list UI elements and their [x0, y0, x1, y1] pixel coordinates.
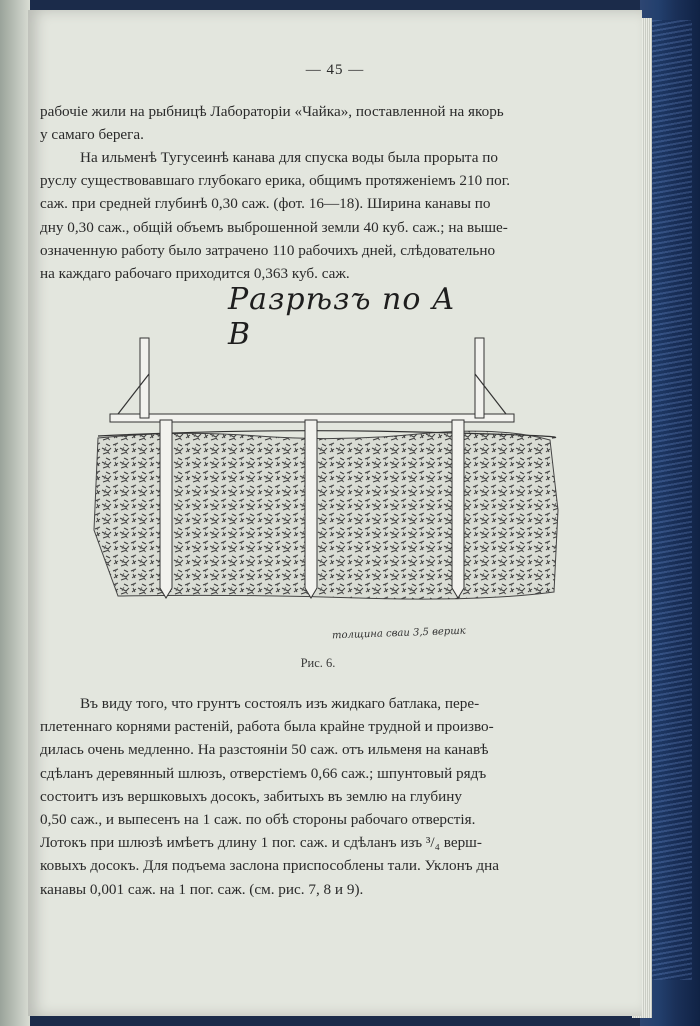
paragraph-2 [40, 146, 600, 285]
text-line: канавы 0,001 саж. на 1 пог. саж. (см. рис. 7, 8 и 9). [40, 880, 364, 898]
text-line: На ильменѣ Тугусеинѣ канава для спуска воды была прорыта по [80, 149, 499, 166]
paragraph-3 [40, 692, 600, 901]
text-line: дилась очень медленно. На разстояніи 50 саж. отъ ильменя на канавѣ [40, 741, 489, 759]
binding-texture [652, 20, 692, 980]
text-line: 0,50 саж., и выпесенъ на 1 саж. по обѣ стороны рабочаго отверстія. [40, 811, 476, 829]
text-line: у самаго берега. [40, 126, 144, 144]
text-line: означенную работу было затрачено 110 рабочихъ дней, слѣдовательно [40, 241, 496, 259]
text-line: состоитъ изъ вершковыхъ досокъ, забитыхъ въ землю на глубину [40, 787, 462, 805]
figure-title: Разрѣзъ по А В [228, 282, 456, 352]
pile-2 [305, 420, 317, 598]
text-line: Лотокъ при шлюзѣ имѣетъ длину 1 пог. саж. и сдѣланъ изъ ³/₄ верш- [40, 834, 482, 852]
text-line: Въ виду того, что грунтъ состоялъ изъ жидкаго батлака, пере- [80, 695, 480, 712]
paragraph-1 [40, 100, 600, 146]
text-line: плетеннаго корнями растеній, работа была крайне трудной и произво- [40, 718, 494, 736]
text-line: сдѣланъ деревянный шлюзъ, отверстіемъ 0,66 саж.; шпунтовый рядъ [40, 764, 487, 782]
book-page [28, 10, 642, 1016]
figure-caption: Рис. 6. [300, 656, 336, 670]
text-line: рабочіе жили на рыбницѣ Лабораторіи «Чайка», поставленной на якорь [40, 103, 504, 120]
text-line: ковыхъ досокъ. Для подъема заслона приспособлены тали. Уклонъ дна [40, 857, 499, 875]
upright-post-left [140, 338, 149, 418]
text-line: на каждаго рабочаго приходится 0,363 куб. саж. [40, 265, 350, 283]
text-line: дну 0,30 саж., общій объемъ выброшенной земли 40 куб. саж.; на выше- [40, 218, 508, 236]
page-number: — 45 — [305, 62, 365, 78]
upright-post-right [475, 338, 484, 418]
text-line: руслу существовавшаго глубокаго ерика, общимъ протяженіемъ 210 пог. [40, 172, 511, 190]
cross-section-figure [58, 330, 578, 630]
pile-1 [160, 420, 172, 598]
text-line: саж. при средней глубинѣ 0,30 саж. (фот. 16—18). Ширина канавы по [40, 195, 491, 213]
figure-annotation: толщина сваи 3,5 вершк [331, 625, 466, 642]
pile-3 [452, 420, 464, 598]
left-page-edge [0, 0, 30, 1026]
